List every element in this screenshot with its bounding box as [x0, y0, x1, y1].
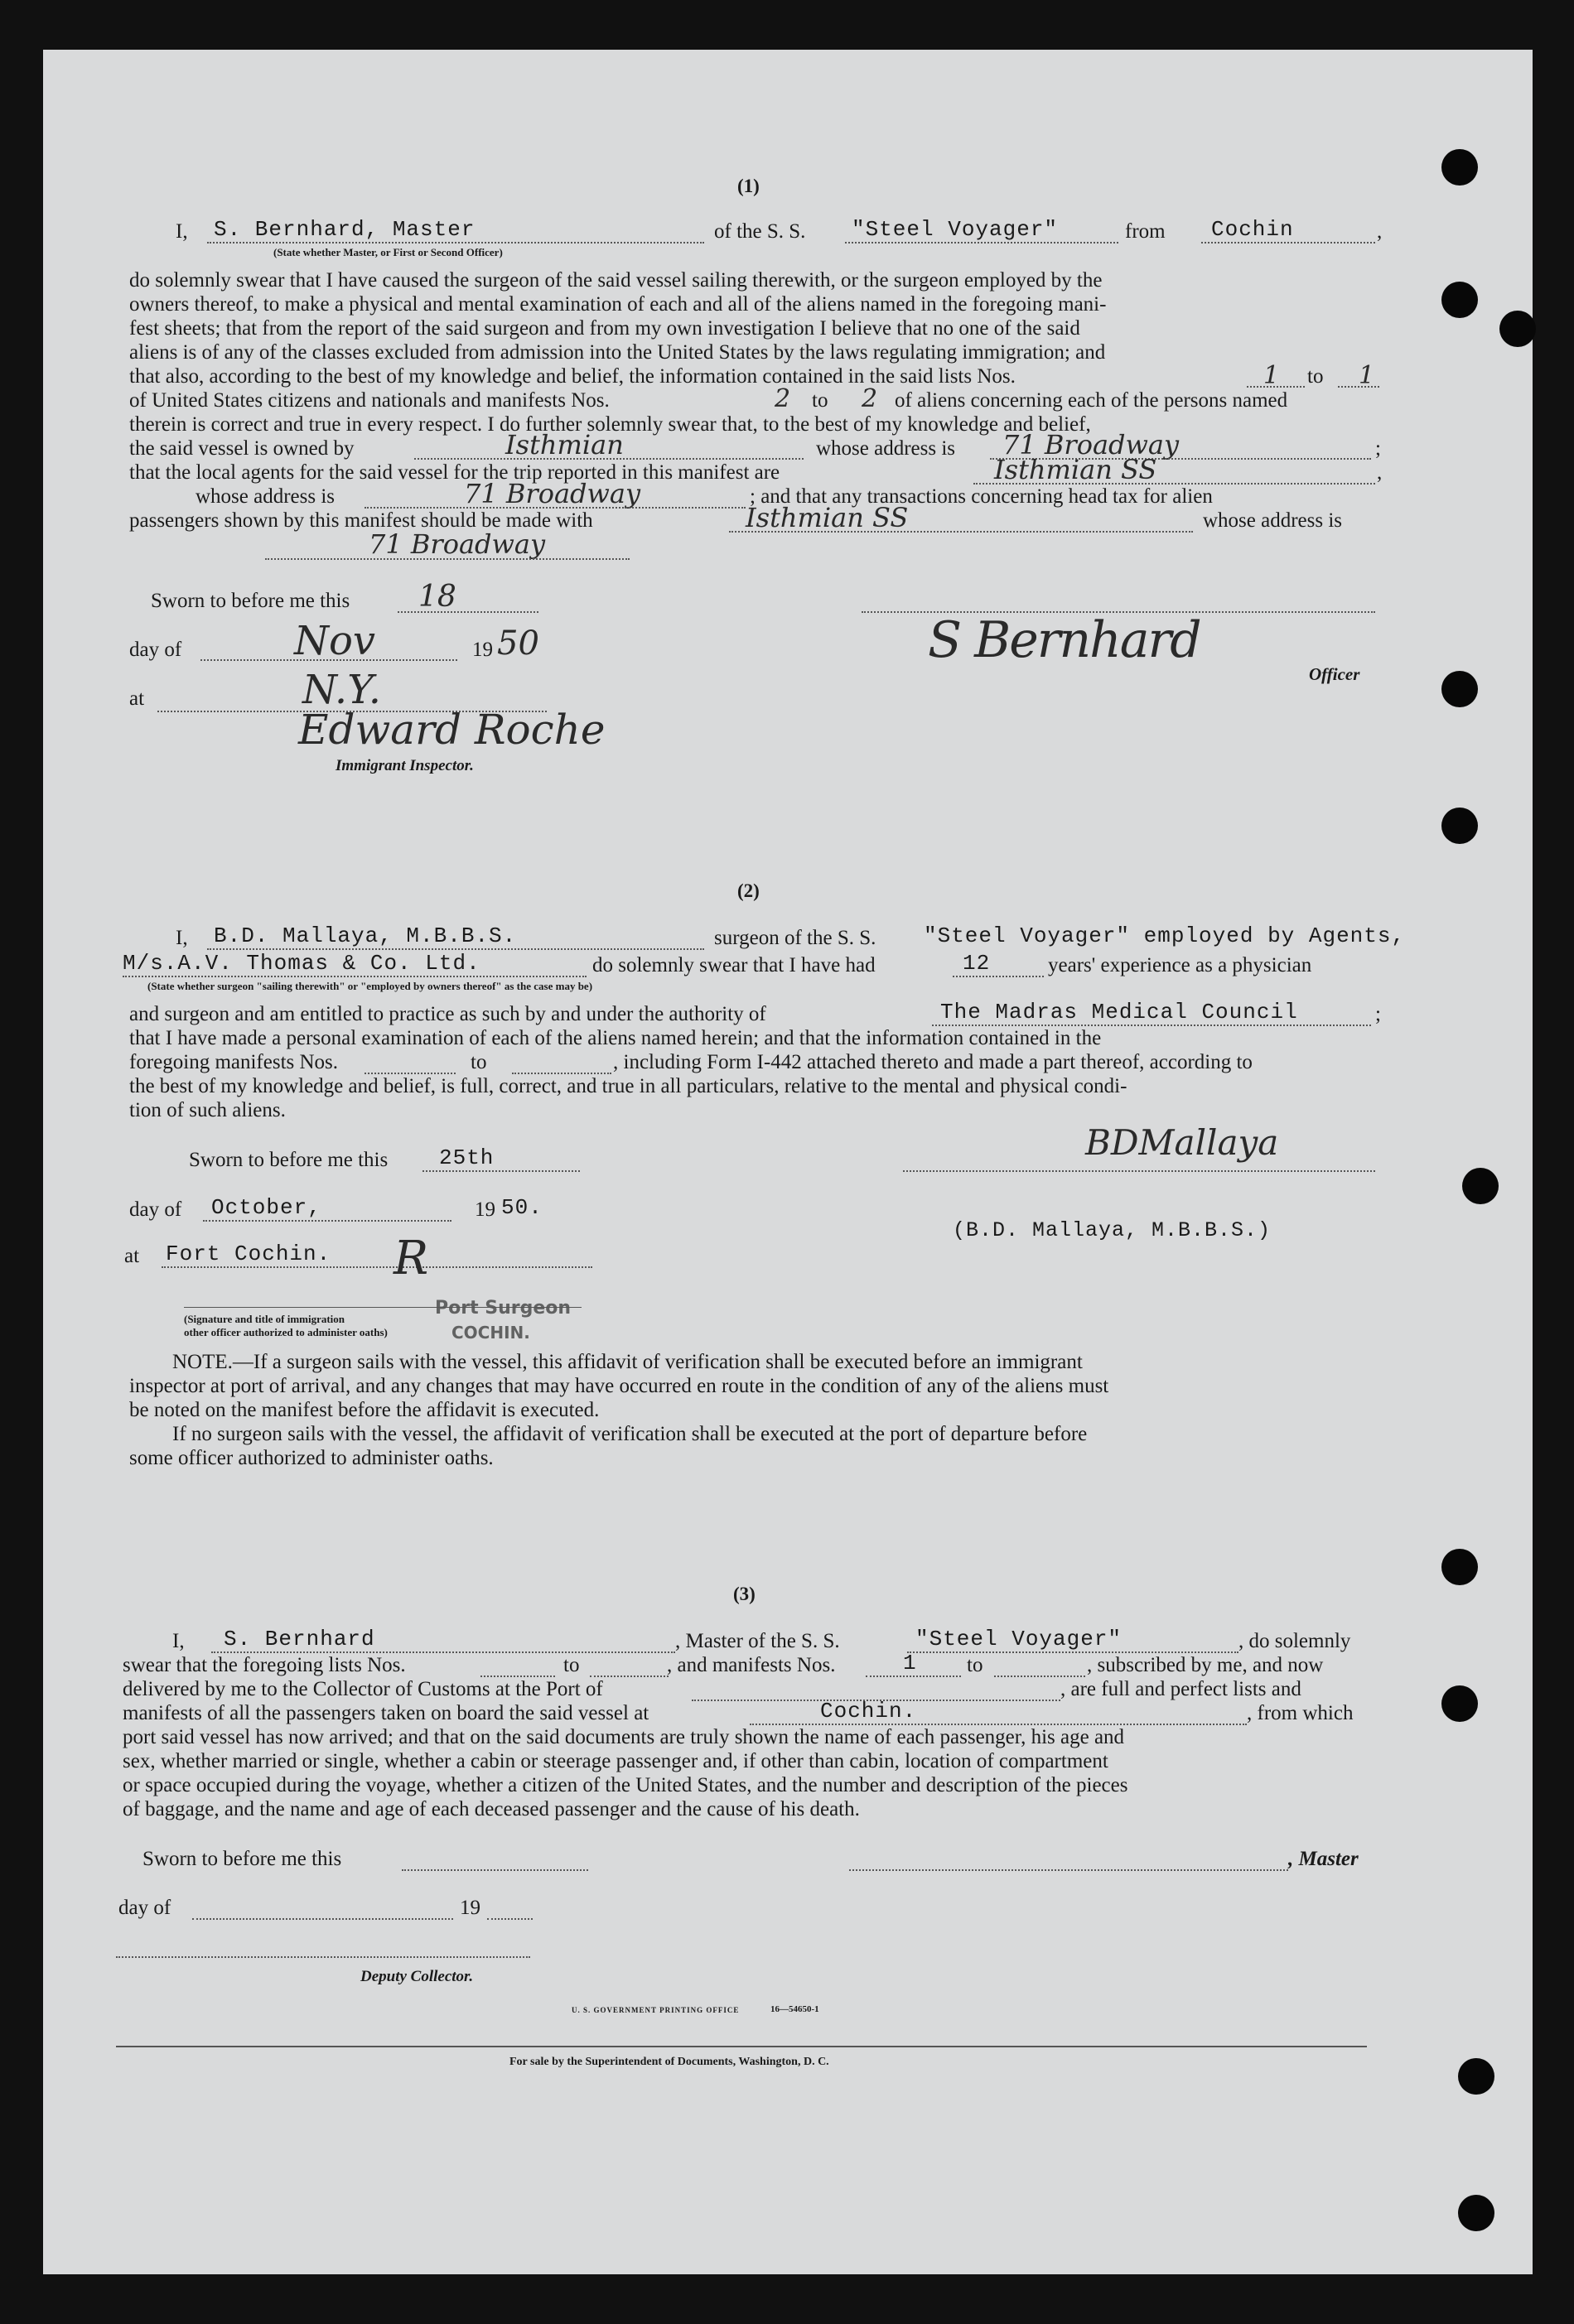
line: that also, according to the best of my knowledge and belief, the information contained in the said lists Nos.	[129, 365, 1016, 388]
fill-line	[422, 1170, 580, 1172]
line: from	[1125, 220, 1166, 243]
port-surgeon-stamp: Port Surgeon	[435, 1298, 572, 1319]
line: sex, whether married or single, whether a cabin or steerage passenger and, if other than cabin, location of compartment	[123, 1750, 1108, 1772]
semicolon: ;	[1375, 437, 1381, 460]
fill-line	[203, 1220, 451, 1222]
line: at	[124, 1245, 140, 1267]
line: 19	[475, 1198, 495, 1221]
section-number: (1)	[737, 176, 760, 196]
master-name: S. Bernhard, Master	[214, 217, 476, 242]
manifest-from: 1	[903, 1651, 917, 1675]
comma: ,	[1377, 220, 1383, 243]
witness-signature: R	[394, 1232, 429, 1285]
line: whose address is	[816, 437, 956, 460]
line: and surgeon and am entitled to practice as such by and under the authority of	[129, 1003, 766, 1025]
note-line: be noted on the manifest before the affidavit is executed.	[129, 1399, 600, 1421]
footer-rule	[116, 2046, 1367, 2047]
master-name: S. Bernhard	[224, 1627, 375, 1651]
line: to	[967, 1654, 983, 1676]
line: 19	[460, 1897, 480, 1919]
line: , are full and perfect lists and	[1060, 1678, 1301, 1700]
line: surgeon of the S. S.	[714, 927, 876, 949]
ship-employed: "Steel Voyager" employed by Agents,	[924, 923, 1406, 948]
fill-line	[414, 458, 804, 460]
line: owners thereof, to make a physical and mental examination of each and all of the aliens named in the foregoing mani-	[129, 293, 1107, 316]
tax-address: 71 Broadway	[369, 528, 546, 560]
inspector-signature: Edward Roche	[298, 706, 606, 754]
line: delivered by me to the Collector of Customs at the Port of	[123, 1678, 603, 1700]
officer-label: Officer	[1309, 664, 1360, 684]
line: I,	[172, 1630, 185, 1652]
master-sig-line	[849, 1869, 1288, 1871]
note-label: NOTE.	[172, 1351, 233, 1373]
line: , do solemnly	[1238, 1630, 1351, 1652]
line: that the local agents for the said vessel for the trip reported in this manifest are	[129, 461, 780, 484]
line: , Master of the S. S.	[675, 1630, 840, 1652]
note-line	[172, 1350, 1083, 1375]
sworn-day: 25th	[439, 1145, 495, 1170]
line: day of	[118, 1897, 171, 1919]
sworn-month: Nov	[294, 618, 376, 664]
line: at	[129, 687, 145, 710]
gpo-imprint: U. S. GOVERNMENT PRINTING OFFICE	[572, 2006, 740, 2014]
line: of the S. S.	[714, 220, 806, 243]
fill-line	[200, 659, 457, 661]
fill-line	[123, 976, 587, 977]
surgeon-typed-name: (B.D. Mallaya, M.B.B.S.)	[953, 1218, 1272, 1242]
line: , and manifests Nos.	[667, 1654, 836, 1676]
line: 19	[472, 639, 493, 661]
surgeon-sig-line	[903, 1170, 1375, 1172]
fill-line	[1338, 386, 1379, 388]
owner: Isthmian	[505, 429, 624, 460]
line: to	[812, 389, 828, 412]
line: therein is correct and true in every respect. I do further solemnly swear that, to the best of my knowledge and belief,	[129, 413, 1091, 436]
line: day of	[129, 639, 182, 661]
line: of baggage, and the name and age of each deceased passenger and the cause of his death.	[123, 1798, 860, 1820]
collector-label: Deputy Collector.	[360, 1968, 474, 1985]
inspector-label: Immigrant Inspector.	[336, 757, 474, 774]
line: Sworn to before me this	[151, 590, 350, 612]
field-hint: (Signature and title of immigration	[184, 1313, 345, 1325]
punch-hole	[1441, 149, 1478, 186]
lists-from: 1	[1263, 361, 1280, 390]
agents: Isthmian SS	[994, 454, 1157, 485]
section-number: (2)	[737, 880, 760, 901]
field-hint: (State whether surgeon "sailing therewith" or "employed by owners thereof" as the case may be)	[147, 980, 593, 992]
sworn-month: October,	[211, 1195, 321, 1220]
fill-line	[207, 242, 704, 243]
punch-hole	[1458, 2058, 1494, 2095]
line: of United States citizens and nationals and manifests Nos.	[129, 389, 610, 412]
fill-line	[487, 1918, 533, 1920]
line: , including Form I-442 attached thereto and made a part thereof, according to	[613, 1051, 1253, 1073]
fill-line	[729, 531, 1193, 533]
line: I,	[176, 927, 188, 949]
line: do solemnly swear that I have had	[592, 954, 876, 976]
line: manifests of all the passengers taken on board the said vessel at	[123, 1702, 649, 1724]
note-line: If no surgeon sails with the vessel, the affidavit of verification shall be executed at the port of departure before	[172, 1423, 1088, 1445]
ship-name: "Steel Voyager"	[852, 217, 1059, 242]
fill-line	[866, 1675, 961, 1677]
line: , from which	[1247, 1702, 1354, 1724]
port-embarked: Cochin.	[820, 1699, 917, 1724]
sworn-year: 50.	[501, 1195, 543, 1220]
line: port said vessel has now arrived; and that on the said documents are truly shown the name of each passenger, his age and	[123, 1726, 1125, 1748]
note-text: —If a surgeon sails with the vessel, this affidavit of verification shall be executed before an immigrant	[232, 1351, 1083, 1373]
line: do solemnly swear that I have caused the surgeon of the said vessel sailing therewith, or the surgeon employed by the	[129, 269, 1103, 292]
surgeon-signature: BDMallaya	[1085, 1122, 1279, 1163]
fill-line	[265, 558, 630, 560]
line: Sworn to before me this	[189, 1149, 389, 1171]
fill-line	[162, 1266, 592, 1268]
fill-line	[398, 611, 538, 613]
ship-name: "Steel Voyager"	[915, 1627, 1123, 1651]
sworn-day: 18	[418, 580, 456, 614]
fill-line	[845, 242, 1118, 243]
authority: The Madras Medical Council	[940, 1000, 1298, 1025]
sworn-year: 50	[497, 624, 539, 663]
fill-line	[207, 948, 704, 950]
tax-with: Isthmian SS	[746, 502, 909, 533]
fill-line	[953, 976, 1044, 977]
fill-line	[184, 1307, 582, 1308]
lists-to: 1	[1359, 361, 1375, 390]
port-surgeon-stamp-city: COCHIN.	[451, 1323, 530, 1343]
line: tion of such aliens.	[129, 1099, 286, 1121]
officer-signature: S Bernhard	[928, 611, 1200, 669]
line: aliens is of any of the classes excluded from admission into the United States by the laws regulating immigration; and	[129, 341, 1106, 364]
line: of aliens concerning each of the persons named	[895, 389, 1288, 412]
fill-line	[116, 1956, 530, 1958]
field-hint: other officer authorized to administer oaths)	[184, 1326, 388, 1338]
line: to	[563, 1654, 580, 1676]
manifest-from: 2	[775, 384, 791, 413]
fill-line	[192, 1918, 453, 1920]
line: the best of my knowledge and belief, is full, correct, and true in all particulars, relative to the mental and physical condi-	[129, 1075, 1127, 1097]
line: years' experience as a physician	[1048, 954, 1312, 976]
punch-hole	[1458, 2195, 1494, 2231]
line: to	[471, 1051, 487, 1073]
punch-hole	[1441, 1685, 1478, 1722]
section-number: (3)	[733, 1584, 756, 1604]
at-place: N.Y.	[302, 667, 381, 713]
line: to	[1307, 365, 1324, 388]
surgeon-name: B.D. Mallaya, M.B.B.S.	[214, 923, 517, 948]
line: whose address is	[1203, 509, 1343, 532]
field-hint: (State whether Master, or First or Second Officer)	[273, 246, 503, 258]
fill-line	[1201, 242, 1375, 243]
punch-hole	[1441, 671, 1478, 707]
note-line: some officer authorized to administer oaths.	[129, 1447, 494, 1469]
punch-hole	[1462, 1168, 1499, 1204]
line: passengers shown by this manifest should be made with	[129, 509, 593, 532]
port-from: Cochin	[1211, 217, 1294, 242]
line: , subscribed by me, and now	[1087, 1654, 1324, 1676]
fill-line	[402, 1869, 588, 1871]
agents-address: 71 Broadway	[464, 478, 641, 509]
line: swear that the foregoing lists Nos.	[123, 1654, 406, 1676]
punch-hole	[1441, 1549, 1478, 1585]
semicolon: ;	[1375, 1003, 1381, 1025]
master-label: , Master	[1288, 1848, 1359, 1870]
line: day of	[129, 1198, 182, 1221]
punch-hole	[1499, 311, 1536, 347]
punch-hole	[1441, 282, 1478, 318]
comma: ,	[1377, 461, 1383, 484]
form-number: 16—54650-1	[770, 2004, 819, 2014]
note-line: inspector at port of arrival, and any changes that may have occurred en route in the condition of any of the aliens must	[129, 1375, 1109, 1397]
line: I,	[176, 220, 188, 243]
line: foregoing manifests Nos.	[129, 1051, 339, 1073]
manifest-to: 2	[862, 384, 878, 413]
fill-line	[1247, 386, 1305, 388]
years-experience: 12	[963, 951, 991, 976]
agent-firm: M/s.A.V. Thomas & Co. Ltd.	[123, 951, 480, 976]
line: the said vessel is owned by	[129, 437, 355, 460]
line: ; and that any transactions concerning head tax for alien	[750, 485, 1213, 508]
line: or space occupied during the voyage, whether a citizen of the United States, and the number and description of the pieces	[123, 1774, 1128, 1796]
line: Sworn to before me this	[142, 1848, 342, 1870]
punch-hole	[1441, 808, 1478, 844]
line: whose address is	[196, 485, 336, 508]
owner-address: 71 Broadway	[1002, 429, 1180, 460]
line: fest sheets; that from the report of the said surgeon and from my own investigation I believe that no one of the said	[129, 317, 1080, 340]
at-place: Fort Cochin.	[166, 1242, 331, 1266]
sale-notice: For sale by the Superintendent of Documents, Washington, D. C.	[509, 2056, 829, 2068]
line: that I have made a personal examination of each of the aliens named herein; and that the information contained in the	[129, 1027, 1102, 1049]
